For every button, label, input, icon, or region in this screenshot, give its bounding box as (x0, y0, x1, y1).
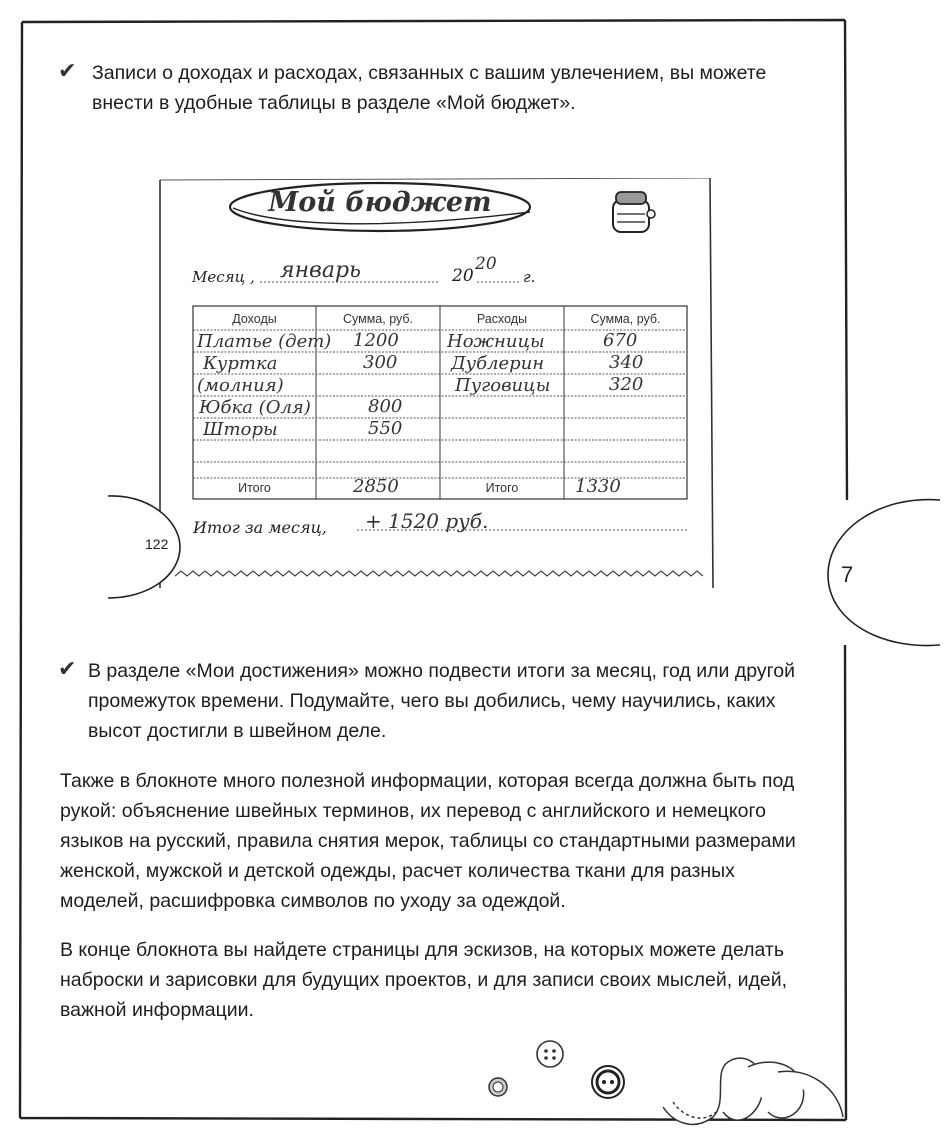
year-value: 20 (475, 254, 497, 274)
button-icon (537, 1041, 563, 1067)
income-item: (молния) (197, 375, 284, 396)
paragraph-sketches: В конце блокнота вы найдете страницы для эскизов, на которых можете делать наброски и зарисовки для будущих проектов, и для записи своих мыслей, идей, важной информации. (60, 939, 788, 1021)
expense-item: Ножницы (447, 331, 545, 352)
expense-item: Дублерин (451, 353, 545, 374)
decorative-sewing-items (478, 1032, 848, 1144)
header-income-sum: Сумма, руб. (342, 312, 414, 326)
year-suffix: г. (523, 268, 536, 286)
income-sum: 800 (368, 396, 403, 417)
expense-total: 1330 (575, 476, 621, 497)
income-total: 2850 (353, 476, 399, 497)
month-total-label: Итог за месяц, (193, 518, 327, 537)
expense-sum: 670 (603, 330, 638, 351)
month-label: Месяц (192, 268, 246, 286)
year-prefix: 20 (452, 266, 474, 286)
income-sum: 1200 (353, 330, 399, 351)
month-value: январь (280, 258, 362, 283)
check-icon: ✔ (58, 656, 77, 681)
month-total-value: + 1520 руб. (365, 509, 489, 533)
budget-title: Мой бюджет (268, 187, 492, 218)
sewing-machine-icon (603, 184, 659, 240)
button-icon (489, 1078, 507, 1096)
page-number-right: 7 (841, 562, 854, 587)
check-icon: ✔ (58, 58, 77, 83)
expense-sum: 320 (609, 374, 644, 395)
income-item: Платье (дет) (197, 331, 332, 352)
expense-total-label: Итого (485, 481, 519, 495)
income-item: Шторы (203, 419, 278, 440)
header-expenses: Расходы (476, 312, 528, 326)
income-item: Куртка (203, 353, 278, 374)
income-total-label: Итого (238, 481, 271, 495)
income-sum: 300 (363, 352, 398, 373)
bullet-text-1: Записи о доходах и расходах, связанных с вашим увлечением, вы можете внести в удобные таблицы в разделе «Мой бюджет». (92, 62, 767, 114)
income-sum: 550 (368, 418, 403, 439)
page-number-left: 122 (145, 536, 169, 552)
income-item: Юбка (Оля) (199, 397, 311, 418)
budget-illustration (125, 178, 715, 598)
expense-item: Пуговицы (455, 375, 551, 396)
header-income: Доходы (232, 312, 277, 326)
paragraph-info: Также в блокноте много полезной информации, которая всегда должна быть под рукой: объяснение швейных терминов, их перевод с английского и немецкого языков на русский, правила снятия мерок, таблицы со стандартными размерами женской, мужской и детской одежды, расчет количества ткани для разных моделей, расшифровка символов по уходу за одеждой. (60, 770, 796, 912)
button-icon (592, 1066, 624, 1098)
header-expenses-sum: Сумма, руб. (590, 312, 661, 326)
month-label-comma: , (250, 268, 255, 286)
bullet-text-2: В разделе «Мои достижения» можно подвести итоги за месяц, год или другой промежуток времени. Подумайте, чего вы добились, чему научились, каких высот достигли в швейном деле. (88, 660, 795, 742)
measuring-tape-icon (663, 1058, 843, 1124)
expense-sum: 340 (609, 352, 644, 373)
